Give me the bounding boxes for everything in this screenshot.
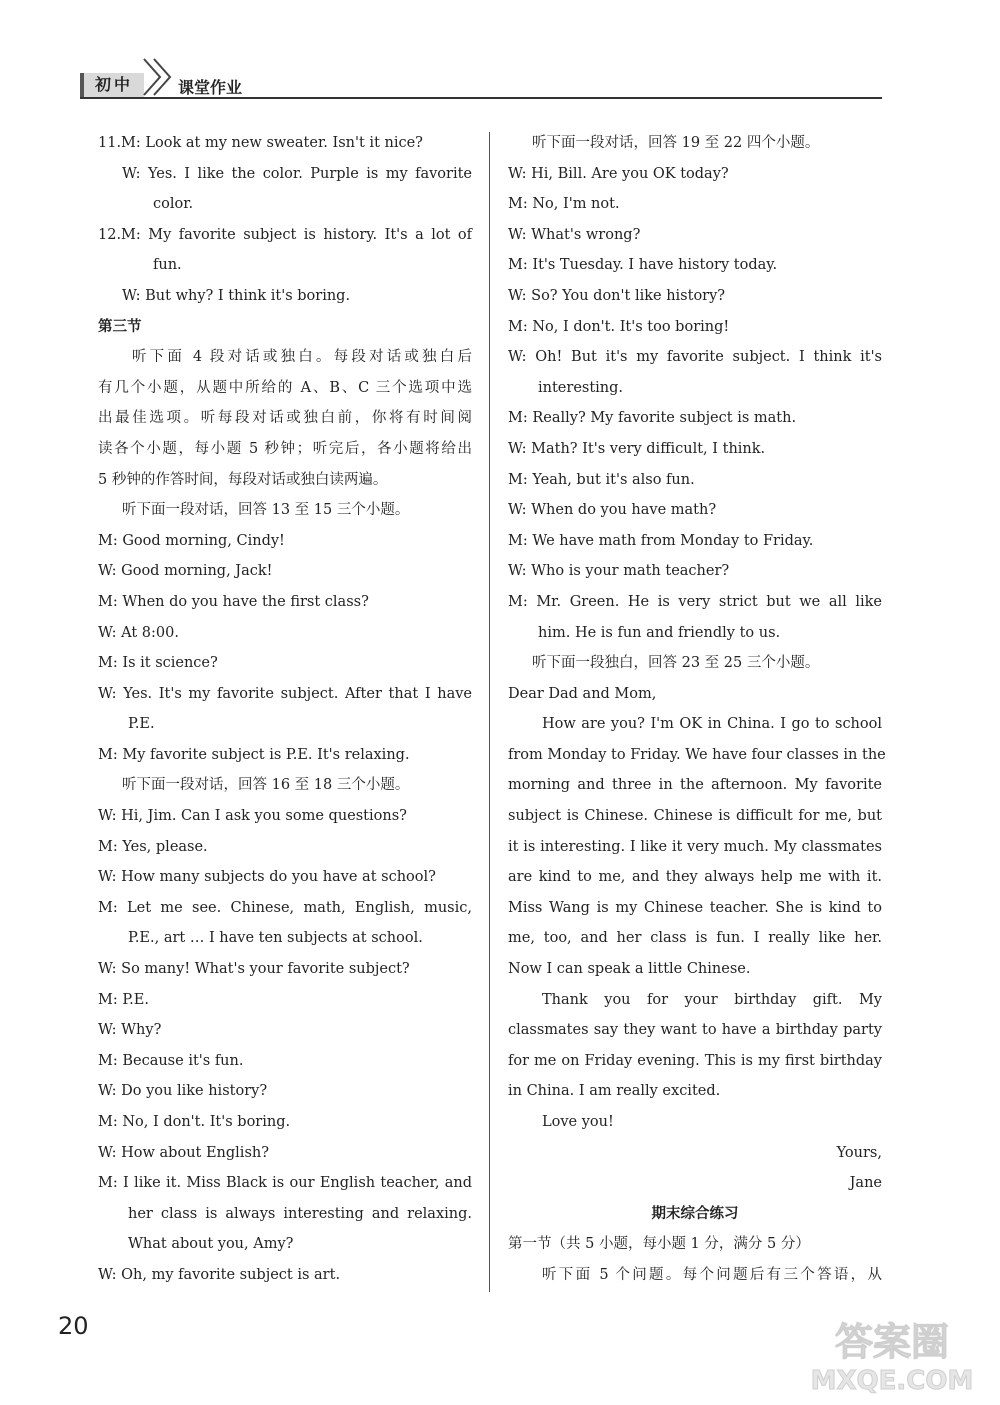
text-line: M: Good morning, Cindy! — [98, 532, 285, 549]
text-line: 听下面一段对话，回答 19 至 22 四个小题。 — [532, 135, 820, 151]
grade-badge: 初中 — [80, 73, 144, 97]
text-line: fun. — [153, 257, 182, 274]
text-line: M: No, I don't. It's too boring! — [508, 318, 730, 335]
text-line: M: Yeah, but it's also fun. — [508, 471, 695, 488]
column-divider — [489, 132, 490, 1292]
text-line: How are you? I'm OK in China. I go to school — [542, 716, 882, 733]
text-line: M: P.E. — [98, 991, 149, 1008]
double-chevron-icon — [140, 55, 176, 97]
text-line: W: How many subjects do you have at school? — [98, 869, 436, 886]
text-line: 读各个小题，每小题 5 秒钟；听完后，各小题将给出 — [98, 440, 472, 457]
text-line: W: Good morning, Jack! — [98, 563, 273, 580]
right-column — [508, 128, 886, 1291]
text-line: subject is Chinese. Chinese is difficult for me, but — [508, 808, 882, 825]
text-line: 听下面 5 个问题。每个问题后有三个答语，从 — [542, 1266, 882, 1283]
book-title: 课堂作业 — [178, 78, 243, 97]
text-line: M: Really? My favorite subject is math. — [508, 410, 797, 427]
text-line: 听下面 4 段对话或独白。每段对话或独白后 — [132, 349, 472, 366]
text-line: 有几个小题，从题中所给的 A、B、C 三个选项中选 — [98, 379, 472, 396]
text-line: are kind to me, and they always help me with it. — [508, 869, 882, 886]
text-line: Thank you for your birthday gift. My — [542, 991, 882, 1008]
text-line: her class is always interesting and relaxing. — [128, 1205, 472, 1222]
text-line: W: What's wrong? — [508, 226, 641, 243]
text-line: Miss Wang is my Chinese teacher. She is kind to — [508, 899, 882, 916]
text-line: Love you! — [542, 1114, 614, 1130]
watermark-line2: MXQE.COM — [810, 1366, 974, 1395]
text-line: M: No, I don't. It's boring. — [98, 1114, 291, 1130]
text-line: Jane — [849, 1175, 882, 1192]
text-line: M: It's Tuesday. I have history today. — [508, 257, 778, 274]
left-column — [98, 128, 472, 1291]
text-line: Yours, — [836, 1144, 882, 1161]
text-line: in China. I am really excited. — [508, 1083, 721, 1100]
text-line: M: Yes, please. — [98, 838, 208, 855]
text-line: morning and three in the afternoon. My favorite — [508, 777, 882, 794]
text-line: 听下面一段独白，回答 23 至 25 三个小题。 — [532, 655, 820, 672]
text-line: M: We have math from Monday to Friday. — [508, 532, 814, 549]
page-header — [80, 55, 882, 99]
text-line: M: I like it. Miss Black is our English teacher, and — [98, 1175, 472, 1192]
text-line: him. He is fun and friendly to us. — [538, 624, 781, 641]
text-line: 出最佳选项。听每段对话或独白前，你将有时间阅 — [98, 410, 472, 427]
text-line: classmates say they want to have a birthday party — [508, 1022, 882, 1039]
text-line: 听下面一段对话，回答 13 至 15 三个小题。 — [122, 502, 410, 519]
text-line: 11.M: Look at my new sweater. Isn't it nice? — [98, 135, 423, 151]
watermark-line1: 答案圈 — [834, 1320, 950, 1364]
text-line: W: Yes. It's my favorite subject. After that I have — [98, 685, 472, 702]
text-line: interesting. — [538, 379, 624, 396]
text-line: W: When do you have math? — [508, 502, 717, 519]
text-line: M: When do you have the first class? — [98, 593, 369, 610]
page-number: 20 — [58, 1312, 89, 1340]
text-line: W: At 8:00. — [98, 624, 179, 641]
text-line: M: Let me see. Chinese, math, English, music, — [98, 899, 472, 916]
text-line: W: So many! What's your favorite subject? — [98, 961, 410, 978]
text-line: W: Hi, Jim. Can I ask you some questions? — [98, 808, 407, 825]
text-line: P.E., art … I have ten subjects at school. — [128, 930, 423, 947]
text-line: M: Is it science? — [98, 655, 218, 672]
text-line: M: Mr. Green. He is very strict but we all like — [508, 593, 882, 610]
text-line: W: Who is your math teacher? — [508, 563, 730, 580]
text-line: W: Why? — [98, 1022, 162, 1039]
text-line: 5 秒钟的作答时间，每段对话或独白读两遍。 — [98, 471, 388, 488]
text-line: 12.M: My favorite subject is history. It's a lot of — [98, 226, 472, 243]
text-line: it is interesting. I like it very much. My classmates — [508, 838, 882, 855]
text-line: 期末综合练习 — [651, 1205, 739, 1222]
text-line: 第一节（共 5 小题，每小题 1 分，满分 5 分） — [508, 1236, 810, 1253]
text-line: Now I can speak a little Chinese. — [508, 961, 751, 978]
text-line: M: My favorite subject is P.E. It's relaxing. — [98, 746, 410, 763]
text-line: W: Do you like history? — [98, 1083, 268, 1100]
text-line: from Monday to Friday. We have four classes in the — [508, 746, 886, 763]
text-line: 听下面一段对话，回答 16 至 18 三个小题。 — [122, 777, 410, 794]
text-line: W: Math? It's very difficult, I think. — [508, 440, 766, 457]
text-line: me, too, and her class is fun. I really like her. — [508, 930, 882, 947]
text-line: W: Oh! But it's my favorite subject. I think it's — [508, 349, 882, 366]
text-line: W: Oh, my favorite subject is art. — [98, 1266, 341, 1283]
text-line: Dear Dad and Mom, — [508, 685, 657, 702]
text-line: M: Because it's fun. — [98, 1052, 244, 1069]
text-line: W: Yes. I like the color. Purple is my favorite — [122, 165, 472, 182]
text-line: W: Hi, Bill. Are you OK today? — [508, 165, 729, 182]
text-line: W: But why? I think it's boring. — [122, 287, 351, 304]
text-line: M: No, I'm not. — [508, 196, 620, 213]
text-line: W: How about English? — [98, 1144, 269, 1161]
text-line: P.E. — [128, 716, 155, 733]
text-line: 第三节 — [98, 318, 142, 335]
text-line: W: So? You don't like history? — [508, 287, 726, 304]
header-rule — [80, 97, 882, 99]
text-line: What about you, Amy? — [128, 1236, 294, 1253]
text-line: color. — [153, 196, 194, 213]
watermark-logo — [800, 1315, 985, 1395]
text-line: for me on Friday evening. This is my first birthday — [508, 1052, 882, 1069]
